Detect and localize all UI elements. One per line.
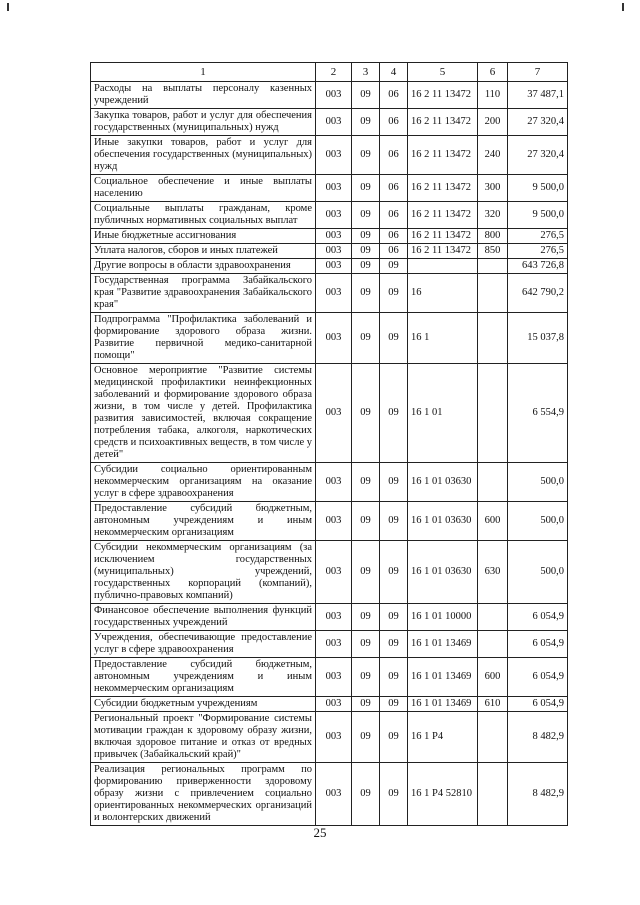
table-row [91,313,568,364]
section-code-cell: 09 [352,463,380,502]
amount-cell: 6 554,9 [508,364,568,463]
section-code-cell: 09 [352,712,380,763]
table-row [91,175,568,202]
row-name-cell: Учреждения, обеспечивающие предоставление услуг в сфере здравоохранения [91,631,316,658]
row-name-cell: Региональный проект "Формирование системы мотивации граждан к здоровому образу жизни, включая здоровое питание и отказ от вредных привычек (Забайкальский край)" [91,712,316,763]
target-article-cell: 16 1 01 13469 [408,631,478,658]
expense-type-cell [478,604,508,631]
expense-type-cell [478,313,508,364]
section-code-cell: 09 [352,502,380,541]
expense-type-cell: 850 [478,244,508,259]
subsection-code-cell: 09 [380,259,408,274]
target-article-cell: 16 2 11 13472 [408,175,478,202]
table-row [91,136,568,175]
target-article-cell: 16 1 01 13469 [408,658,478,697]
amount-cell: 37 487,1 [508,82,568,109]
row-name-cell: Субсидии бюджетным учреждениям [91,697,316,712]
header-col-2: 2 [316,63,352,82]
table-row [91,631,568,658]
header-col-5: 5 [408,63,478,82]
row-name-cell: Реализация региональных программ по формированию приверженности здоровому образу жизни с привлечением социально ориентированных некоммерческих организаций и волонтерских движений [91,763,316,826]
expense-type-cell: 610 [478,697,508,712]
expense-type-cell: 320 [478,202,508,229]
subsection-code-cell: 09 [380,463,408,502]
target-article-cell [408,259,478,274]
ved-code-cell: 003 [316,274,352,313]
table-row [91,712,568,763]
row-name-cell: Социальные выплаты гражданам, кроме публичных нормативных социальных выплат [91,202,316,229]
target-article-cell: 16 2 11 13472 [408,82,478,109]
table-body [91,82,568,826]
table-row [91,502,568,541]
table-row [91,463,568,502]
row-name-cell: Закупка товаров, работ и услуг для обеспечения государственных (муниципальных) нужд [91,109,316,136]
table-row [91,109,568,136]
section-code-cell: 09 [352,202,380,229]
subsection-code-cell: 09 [380,763,408,826]
ved-code-cell: 003 [316,202,352,229]
ved-code-cell: 003 [316,229,352,244]
subsection-code-cell: 09 [380,274,408,313]
subsection-code-cell: 06 [380,202,408,229]
expense-type-cell: 200 [478,109,508,136]
expense-type-cell: 600 [478,502,508,541]
ved-code-cell: 003 [316,658,352,697]
section-code-cell: 09 [352,109,380,136]
section-code-cell: 09 [352,763,380,826]
subsection-code-cell: 09 [380,712,408,763]
expense-type-cell: 630 [478,541,508,604]
subsection-code-cell: 09 [380,631,408,658]
subsection-code-cell: 09 [380,604,408,631]
expense-type-cell [478,259,508,274]
expense-type-cell [478,763,508,826]
header-row [91,63,568,82]
row-name-cell: Расходы на выплаты персоналу казенных учреждений [91,82,316,109]
row-name-cell: Социальное обеспечение и иные выплаты населению [91,175,316,202]
amount-cell: 276,5 [508,244,568,259]
ved-code-cell: 003 [316,364,352,463]
amount-cell: 8 482,9 [508,763,568,826]
subsection-code-cell: 06 [380,229,408,244]
ved-code-cell: 003 [316,463,352,502]
header-col-4: 4 [380,63,408,82]
row-name-cell: Иные закупки товаров, работ и услуг для обеспечения государственных (муниципальных) нужд [91,136,316,175]
ved-code-cell: 003 [316,712,352,763]
row-name-cell: Другие вопросы в области здравоохранения [91,259,316,274]
section-code-cell: 09 [352,697,380,712]
expense-type-cell [478,631,508,658]
table-row [91,82,568,109]
section-code-cell: 09 [352,631,380,658]
section-code-cell: 09 [352,604,380,631]
header-col-7: 7 [508,63,568,82]
row-name-cell: Иные бюджетные ассигнования [91,229,316,244]
expense-type-cell: 300 [478,175,508,202]
row-name-cell: Подпрограмма "Профилактика заболеваний и формирование здорового образа жизни. Развитие первичной медико-санитарной помощи" [91,313,316,364]
row-name-cell: Предоставление субсидий бюджетным, автономным учреждениям и иным некоммерческим организациям [91,658,316,697]
ved-code-cell: 003 [316,763,352,826]
page-number: 25 [313,825,327,840]
expense-type-cell: 110 [478,82,508,109]
ved-code-cell: 003 [316,604,352,631]
table-row [91,259,568,274]
target-article-cell: 16 2 11 13472 [408,202,478,229]
amount-cell: 500,0 [508,541,568,604]
subsection-code-cell: 06 [380,109,408,136]
expense-type-cell [478,274,508,313]
table-row [91,244,568,259]
table-row [91,604,568,631]
table-row [91,274,568,313]
target-article-cell: 16 2 11 13472 [408,136,478,175]
target-article-cell: 16 1 01 03630 [408,502,478,541]
amount-cell: 500,0 [508,463,568,502]
table-row [91,364,568,463]
target-article-cell: 16 2 11 13472 [408,229,478,244]
ved-code-cell: 003 [316,631,352,658]
ved-code-cell: 003 [316,175,352,202]
ved-code-cell: 003 [316,136,352,175]
expense-type-cell: 600 [478,658,508,697]
header-col-6: 6 [478,63,508,82]
amount-cell: 642 790,2 [508,274,568,313]
subsection-code-cell: 09 [380,502,408,541]
budget-table [90,62,568,826]
amount-cell: 276,5 [508,229,568,244]
page-mark-left [7,3,9,11]
expense-type-cell [478,712,508,763]
amount-cell: 27 320,4 [508,109,568,136]
target-article-cell: 16 1 01 03630 [408,463,478,502]
table-row [91,658,568,697]
amount-cell: 6 054,9 [508,658,568,697]
row-name-cell: Субсидии социально ориентированным некоммерческим организациям на оказание услуг в сфере здравоохранения [91,463,316,502]
expense-type-cell: 240 [478,136,508,175]
subsection-code-cell: 09 [380,313,408,364]
section-code-cell: 09 [352,229,380,244]
amount-cell: 27 320,4 [508,136,568,175]
amount-cell: 8 482,9 [508,712,568,763]
row-name-cell: Основное мероприятие "Развитие системы медицинской профилактики неинфекционных заболеваний и формирование здорового образа жизни, в том числе у детей. Профилактика развития зависимостей, включая сокращение потребления табака, алкоголя, наркотических средств и психоактивных веществ, в том числе у детей" [91,364,316,463]
amount-cell: 15 037,8 [508,313,568,364]
subsection-code-cell: 09 [380,697,408,712]
table-row [91,229,568,244]
row-name-cell: Финансовое обеспечение выполнения функций государственных учреждений [91,604,316,631]
section-code-cell: 09 [352,244,380,259]
table-row [91,202,568,229]
amount-cell: 500,0 [508,502,568,541]
target-article-cell: 16 1 [408,313,478,364]
row-name-cell: Уплата налогов, сборов и иных платежей [91,244,316,259]
section-code-cell: 09 [352,175,380,202]
subsection-code-cell: 06 [380,244,408,259]
ved-code-cell: 003 [316,244,352,259]
expense-type-cell: 800 [478,229,508,244]
amount-cell: 643 726,8 [508,259,568,274]
section-code-cell: 09 [352,364,380,463]
ved-code-cell: 003 [316,502,352,541]
subsection-code-cell: 09 [380,364,408,463]
section-code-cell: 09 [352,259,380,274]
section-code-cell: 09 [352,541,380,604]
target-article-cell: 16 1 01 03630 [408,541,478,604]
row-name-cell: Субсидии некоммерческим организациям (за исключением государственных (муниципальных) учреждений, государственных корпораций (компаний), публично-правовых компаний) [91,541,316,604]
amount-cell: 9 500,0 [508,202,568,229]
table-row [91,541,568,604]
row-name-cell: Государственная программа Забайкальского края "Развитие здравоохранения Забайкальского края" [91,274,316,313]
header-col-3: 3 [352,63,380,82]
page-mark-right [622,3,624,11]
target-article-cell: 16 1 P4 52810 [408,763,478,826]
amount-cell: 6 054,9 [508,697,568,712]
subsection-code-cell: 06 [380,136,408,175]
amount-cell: 9 500,0 [508,175,568,202]
ved-code-cell: 003 [316,313,352,364]
header-col-1: 1 [91,63,316,82]
target-article-cell: 16 1 01 13469 [408,697,478,712]
target-article-cell: 16 1 P4 [408,712,478,763]
expense-type-cell [478,364,508,463]
ved-code-cell: 003 [316,259,352,274]
ved-code-cell: 003 [316,541,352,604]
section-code-cell: 09 [352,82,380,109]
subsection-code-cell: 09 [380,541,408,604]
ved-code-cell: 003 [316,109,352,136]
table-row [91,697,568,712]
ved-code-cell: 003 [316,82,352,109]
ved-code-cell: 003 [316,697,352,712]
section-code-cell: 09 [352,136,380,175]
amount-cell: 6 054,9 [508,604,568,631]
amount-cell: 6 054,9 [508,631,568,658]
target-article-cell: 16 2 11 13472 [408,109,478,136]
target-article-cell: 16 1 01 [408,364,478,463]
table-row [91,763,568,826]
section-code-cell: 09 [352,274,380,313]
subsection-code-cell: 06 [380,175,408,202]
section-code-cell: 09 [352,313,380,364]
target-article-cell: 16 [408,274,478,313]
subsection-code-cell: 09 [380,658,408,697]
row-name-cell: Предоставление субсидий бюджетным, автономным учреждениям и иным некоммерческим организациям [91,502,316,541]
subsection-code-cell: 06 [380,82,408,109]
target-article-cell: 16 1 01 10000 [408,604,478,631]
expense-type-cell [478,463,508,502]
section-code-cell: 09 [352,658,380,697]
target-article-cell: 16 2 11 13472 [408,244,478,259]
